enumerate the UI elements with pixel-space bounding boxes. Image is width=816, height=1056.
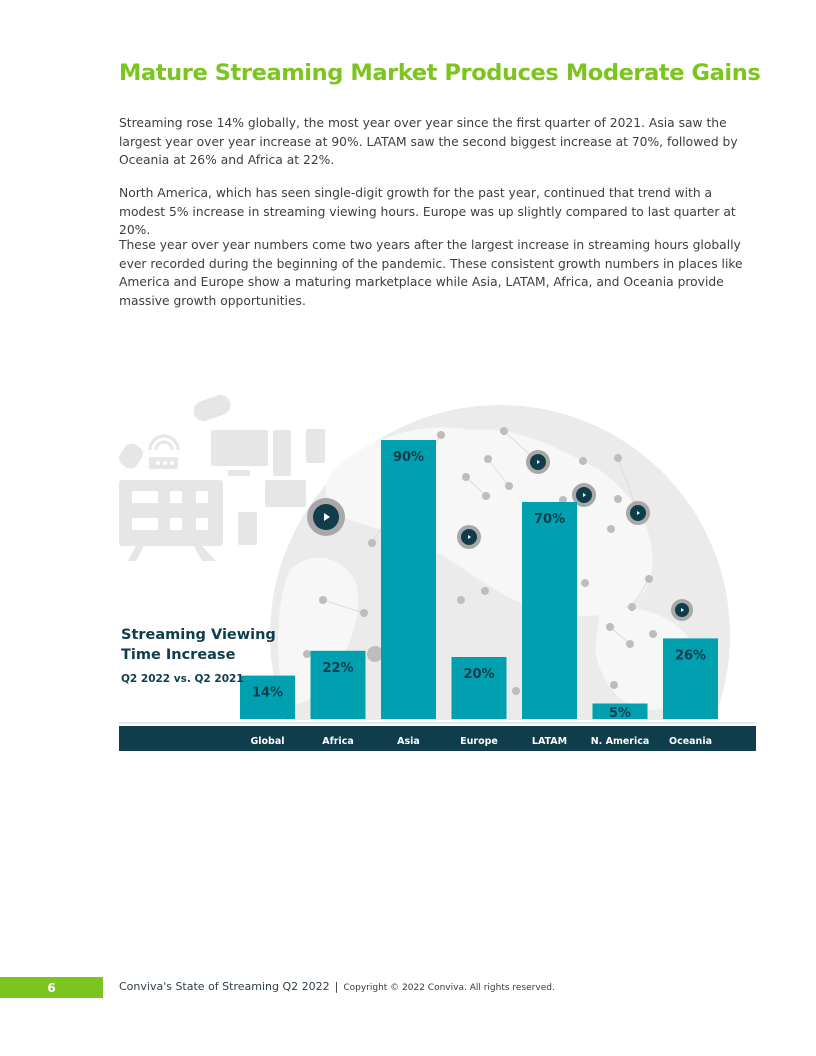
x-tick-label-global: Global [250, 736, 285, 747]
footer-separator: | [334, 980, 339, 993]
x-axis-band [119, 726, 756, 751]
x-tick-label-n-america: N. America [590, 736, 650, 747]
chart-title: Streaming Viewing Time Increase [121, 627, 276, 663]
chart-svg [0, 380, 816, 780]
value-label-latam: 70% [533, 512, 566, 527]
bar-asia [381, 440, 436, 719]
x-tick-label-oceania: Oceania [669, 736, 712, 747]
body-paragraph-2: North America, which has seen single-digit growth for the past year, continued that trend with a modest 5% increase in streaming viewing hours. Europe was up slightly compared to last quarter at 20%. [119, 186, 736, 238]
page-number: 6 [0, 977, 103, 998]
bar-latam [522, 502, 577, 719]
footer-copyright: Copyright © 2022 Conviva. All rights reserved. [343, 983, 555, 993]
value-label-europe: 20% [463, 667, 495, 682]
x-tick-label-europe: Europe [460, 736, 498, 747]
value-label-n-america: 5% [608, 706, 632, 721]
streaming-increase-chart [0, 380, 816, 780]
globe-graphic [270, 405, 730, 780]
body-paragraph-1: Streaming rose 14% globally, the most year over year since the first quarter of 2021. Asia saw the largest year over year increase at 90%. LATAM saw the second biggest increase at 70%, followed by Oceania at 26% and Africa at 22%. [119, 116, 738, 168]
page-heading: Mature Streaming Market Produces Moderate Gains [119, 60, 761, 86]
body-paragraph-3: These year over year numbers come two years after the largest increase in streaming hours globally ever recorded during the beginning of the pandemic. These consistent growth numbers in places like America and Europe show a maturing marketplace while Asia, LATAM, Africa, and Oceania provide massive growth opportunities. [119, 238, 743, 309]
x-tick-label-asia: Asia [397, 736, 420, 747]
x-tick-label-latam: LATAM [531, 736, 568, 747]
chart-subtitle: Q2 2022 vs. Q2 2021 [121, 673, 244, 685]
value-label-asia: 90% [392, 450, 425, 465]
footer-report-title: Conviva's State of Streaming Q2 2022 [119, 980, 330, 993]
x-tick-label-africa: Africa [322, 736, 354, 747]
value-label-global: 14% [251, 685, 284, 701]
value-label-oceania: 26% [674, 648, 707, 664]
footer-text [119, 980, 555, 993]
value-label-africa: 22% [322, 660, 354, 676]
